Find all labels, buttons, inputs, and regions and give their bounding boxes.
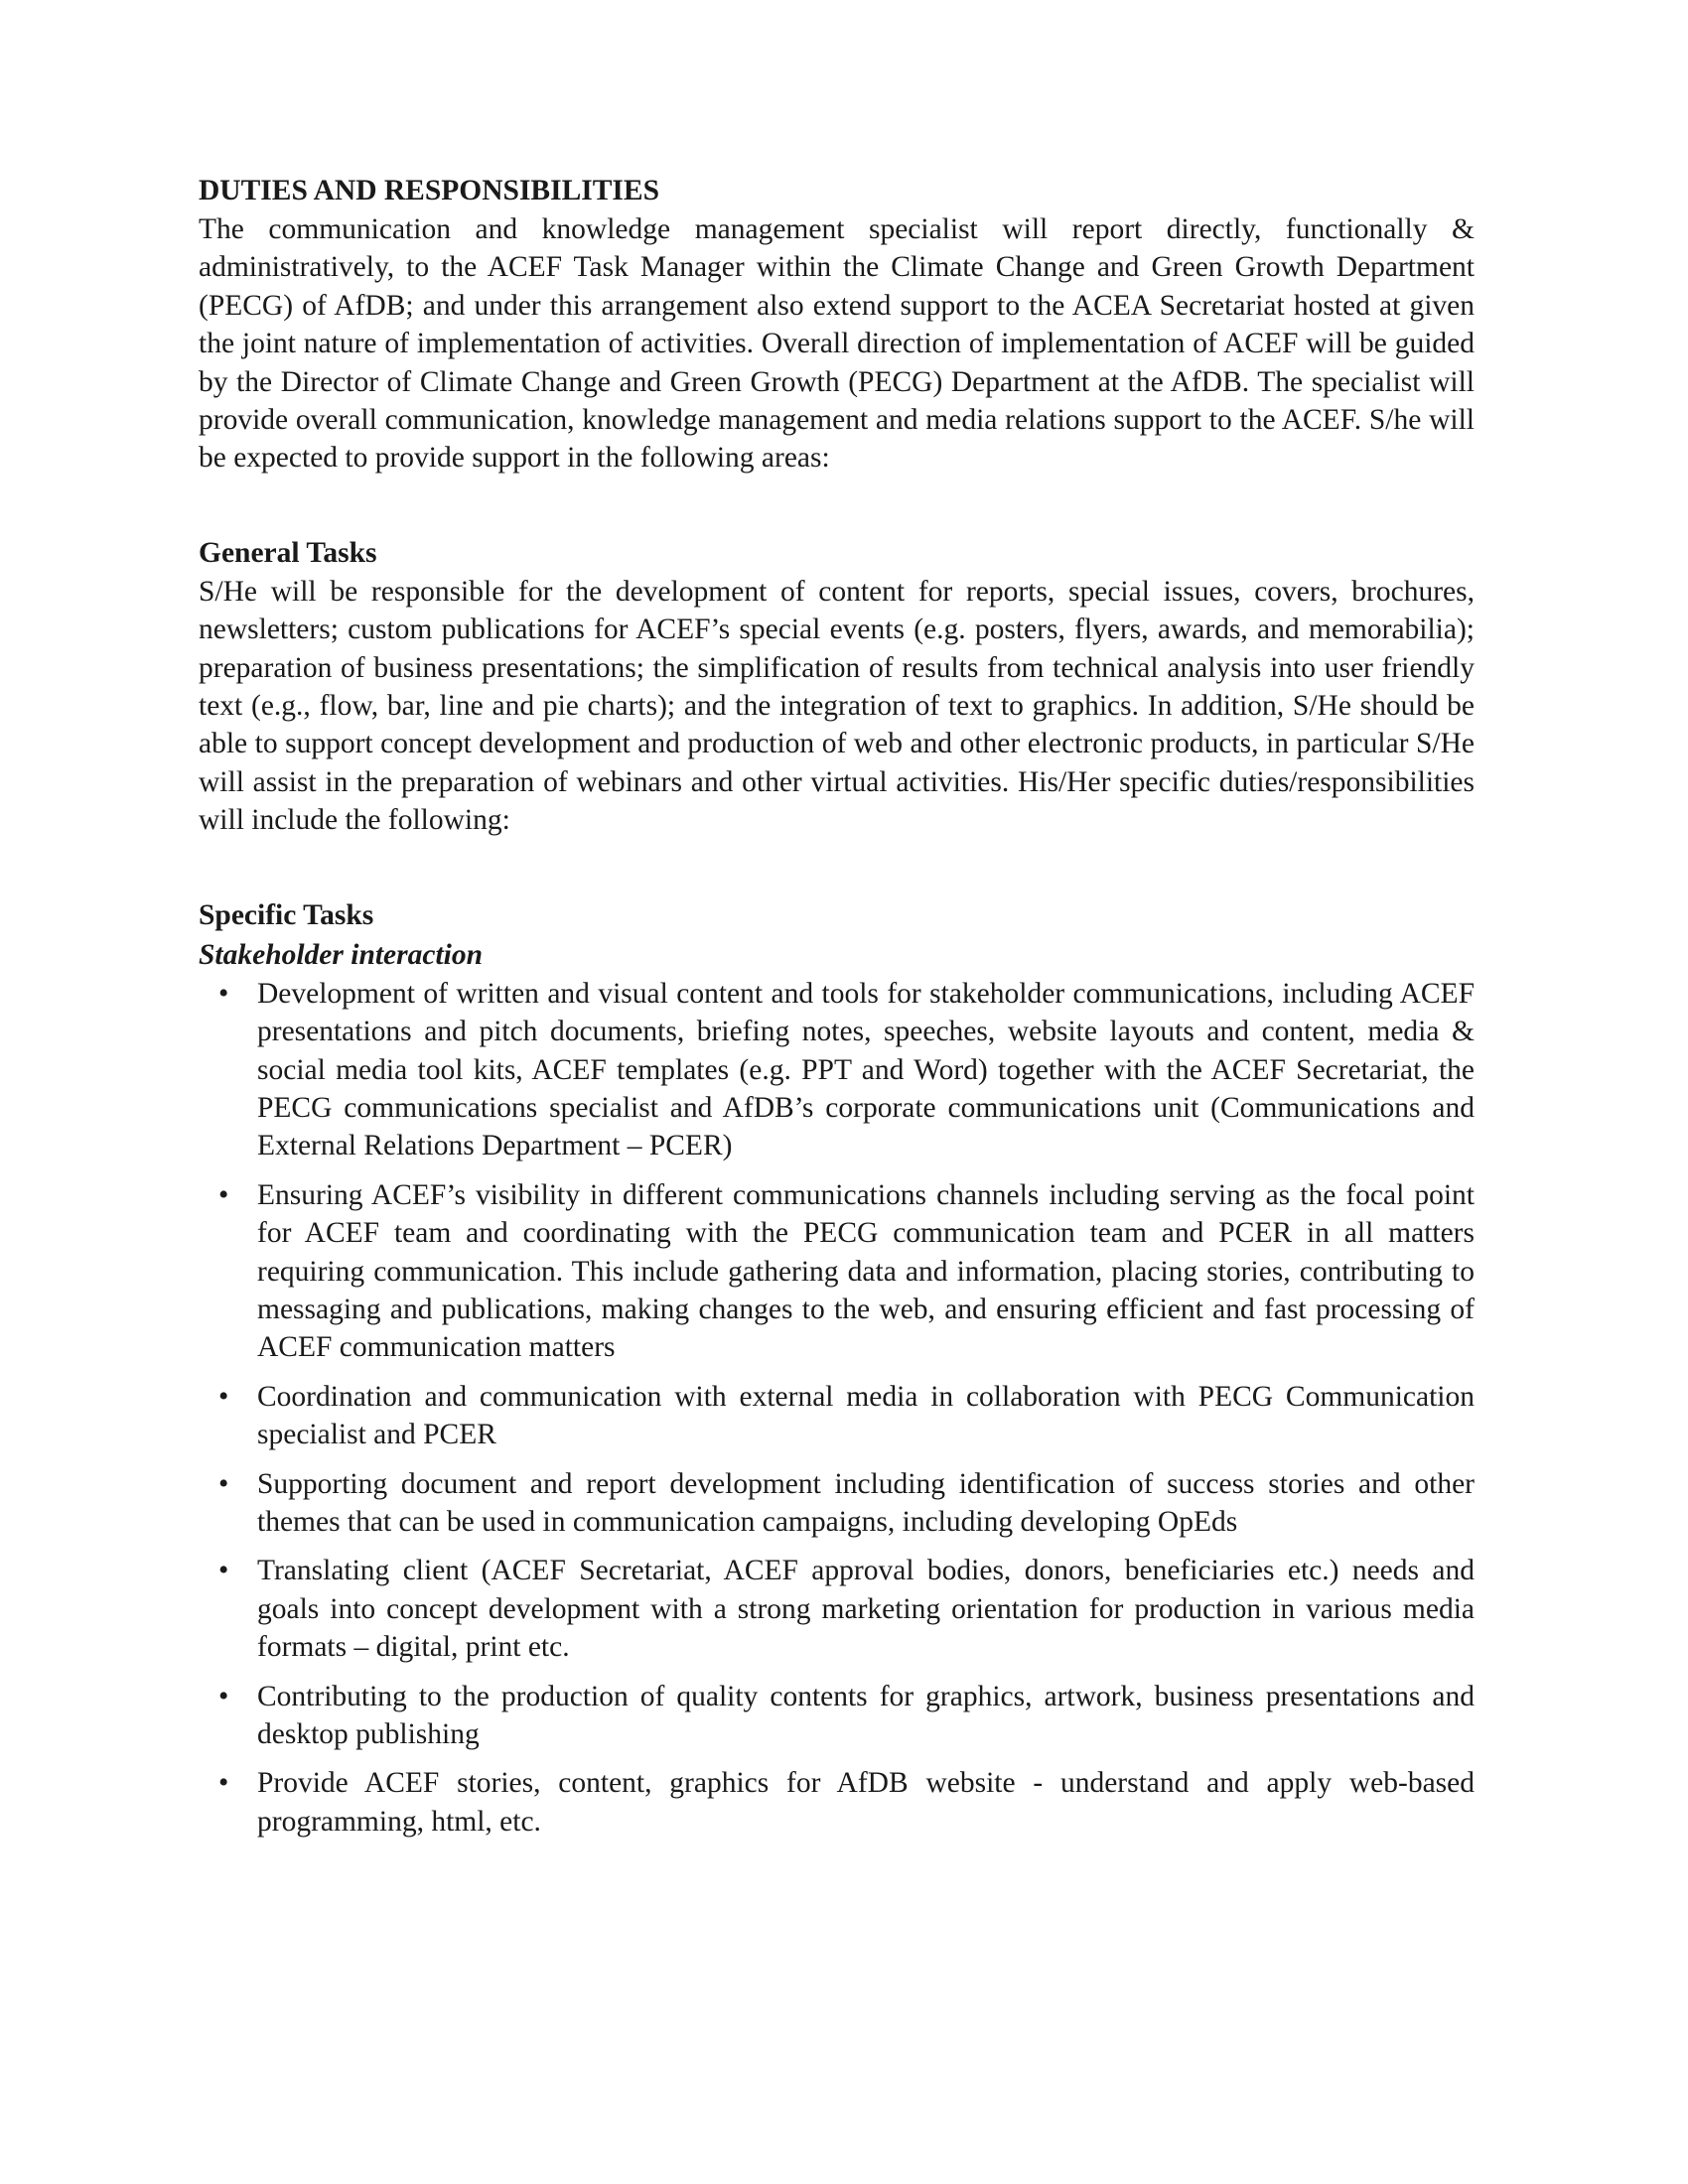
specific-tasks-heading: Specific Tasks: [199, 898, 374, 931]
list-item: [199, 975, 1475, 1165]
list-item-text: Ensuring ACEF’s visibility in different communications channels including serving as the focal point for ACEF team and coordinating with the PECG communication team and PCER in all matters requiring communication. This include gathering data and information, placing stories, contributing to messaging and publications, making changes to the web, and ensuring efficient and fast processing of ACEF communication matters: [257, 1178, 1475, 1364]
list-item-text: Supporting document and report development including identification of success stories and other themes that can be used in communication campaigns, including developing OpEds: [257, 1467, 1475, 1538]
bullet-icon: •: [218, 1555, 229, 1587]
general-tasks-paragraph: S/He will be responsible for the development of content for reports, special issues, covers, brochures, newsletters; custom publications for ACEF’s special events (e.g. posters, flyers, awards, and memorabilia); preparation of business presentations; the simplification of results from technical analysis into user friendly text (e.g., flow, bar, line and pie charts); and the integration of text to graphics. In addition, S/He should be able to support concept development and production of web and other electronic products, in particular S/He will assist in the preparation of webinars and other virtual activities. His/Her specific duties/responsibilities will include the following:: [199, 575, 1475, 837]
list-item: [199, 1465, 1475, 1542]
list-item-text: Coordination and communication with external media in collaboration with PECG Communication specialist and PCER: [257, 1380, 1475, 1451]
list-item-text: Provide ACEF stories, content, graphics for AfDB website - understand and apply web-based programming, html, etc.: [257, 1767, 1475, 1838]
stakeholder-interaction-subheading: Stakeholder interaction: [199, 938, 484, 971]
list-item-text: Development of written and visual content and tools for stakeholder communications, including ACEF presentations and pitch documents, briefing notes, speeches, website layouts and content, media & social media tool kits, ACEF templates (e.g. PPT and Word) together with the ACEF Secretariat, the PECG communications specialist and AfDB’s corporate communications unit (Communications and External Relations Department – PCER): [257, 977, 1475, 1162]
intro-paragraph: The communication and knowledge management specialist will report directly, functionally & administratively, to the ACEF Task Manager within the Climate Change and Green Growth Department (PECG) of AfDB; and under this arrangement also extend support to the ACEA Secretariat hosted at given the joint nature of implementation of activities. Overall direction of implementation of ACEF will be guided by the Director of Climate Change and Green Growth (PECG) Department at the AfDB. The specialist will provide overall communication, knowledge management and media relations support to the ACEF. S/he will be expected to provide support in the following areas:: [199, 213, 1475, 475]
bullet-icon: •: [218, 977, 229, 1010]
stakeholder-task-list: [199, 975, 1475, 1842]
list-item-text: Contributing to the production of quality contents for graphics, artwork, business presentations and desktop publishing: [257, 1680, 1475, 1750]
spacer: [199, 840, 1475, 895]
list-item: [199, 1552, 1475, 1666]
list-item: [199, 1378, 1475, 1454]
bullet-icon: •: [218, 1467, 229, 1500]
list-item: [199, 1176, 1475, 1367]
bullet-icon: •: [218, 1767, 229, 1800]
bullet-icon: •: [218, 1380, 229, 1413]
list-item-text: Translating client (ACEF Secretariat, ACEF approval bodies, donors, beneficiaries etc.) needs and goals into concept development with a strong marketing orientation for production in various media formats – digital, print etc.: [257, 1555, 1475, 1664]
document-page: [199, 171, 1475, 1851]
main-heading: DUTIES AND RESPONSIBILITIES: [199, 175, 659, 206]
list-item: [199, 1678, 1475, 1754]
general-tasks-heading: General Tasks: [199, 536, 377, 569]
list-item: [199, 1764, 1475, 1841]
bullet-icon: •: [218, 1680, 229, 1712]
bullet-icon: •: [218, 1178, 229, 1211]
spacer: [199, 478, 1475, 533]
